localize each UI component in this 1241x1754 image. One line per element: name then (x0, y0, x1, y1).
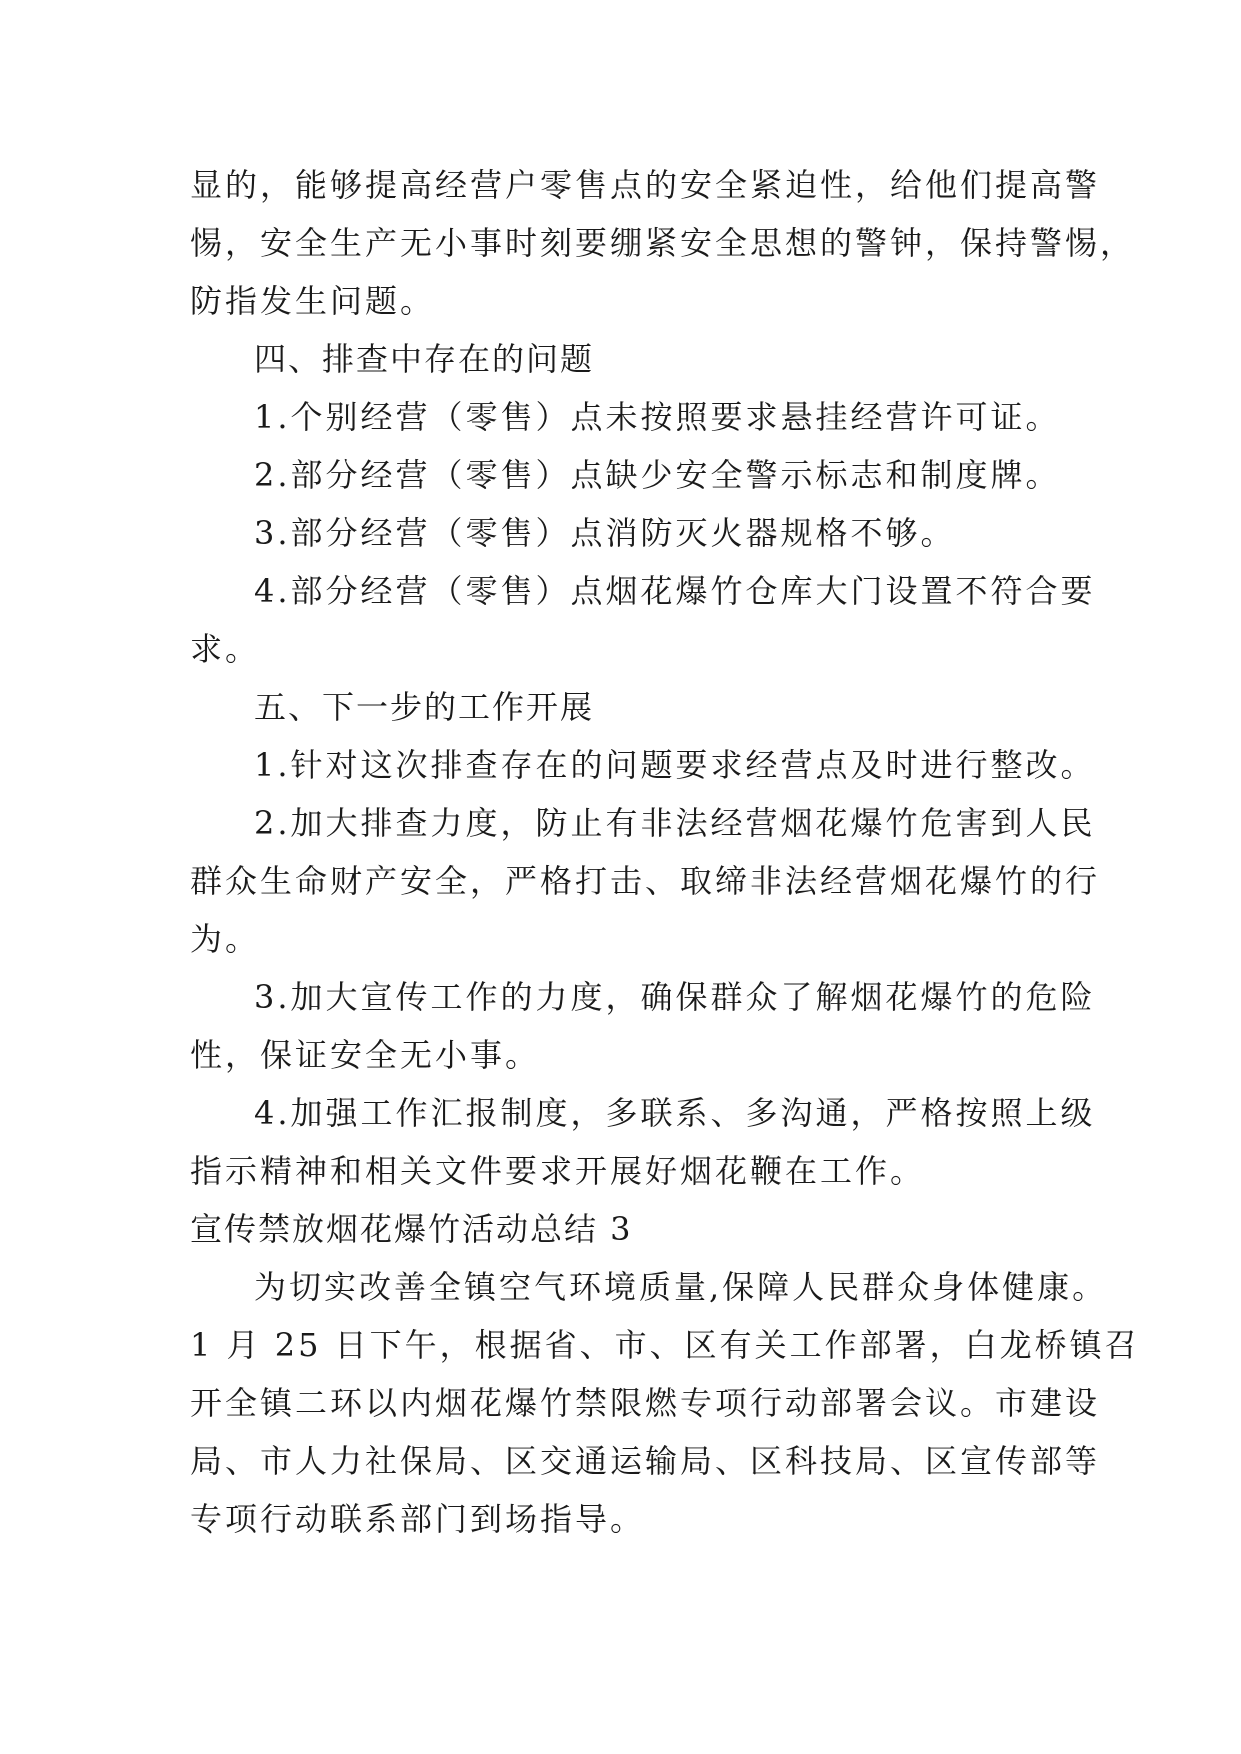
list-item: 4.加强工作汇报制度，多联系、多沟通，严格按照上级 (254, 1094, 1096, 1132)
list-item: 1.个别经营（零售）点未按照要求悬挂经营许可证。 (254, 398, 1061, 436)
list-item: 3.加大宣传工作的力度，确保群众了解烟花爆竹的危险 (254, 978, 1096, 1016)
paragraph-line: 指示精神和相关文件要求开展好烟花鞭在工作。 (190, 1152, 926, 1190)
paragraph-line: 局、市人力社保局、区交通运输局、区科技局、区宣传部等 (190, 1442, 1101, 1480)
list-item: 2.部分经营（零售）点缺少安全警示标志和制度牌。 (254, 456, 1061, 494)
document-body (190, 156, 1140, 1548)
list-item: 4.部分经营（零售）点烟花爆竹仓库大门设置不符合要 (254, 572, 1096, 610)
article-title: 宣传禁放烟花爆竹活动总结 3 (190, 1210, 633, 1248)
list-item: 1.针对这次排查存在的问题要求经营点及时进行整改。 (254, 746, 1096, 784)
paragraph-line: 为。 (190, 920, 261, 958)
paragraph-line: 专项行动联系部门到场指导。 (190, 1500, 646, 1538)
paragraph-line: 为切实改善全镇空气环境质量,保障人民群众身体健康。 (254, 1268, 1108, 1306)
paragraph-line: 1 月 25 日下午，根据省、市、区有关工作部署，白龙桥镇召 (190, 1326, 1140, 1364)
paragraph-line: 惕，安全生产无小事时刻要绷紧安全思想的警钟，保持警惕， (190, 224, 1136, 262)
paragraph-line: 群众生命财产安全，严格打击、取缔非法经营烟花爆竹的行 (190, 862, 1101, 900)
paragraph-line: 防指发生问题。 (190, 282, 436, 320)
paragraph-line: 性，保证安全无小事。 (190, 1036, 541, 1074)
section-heading-next-steps: 五、下一步的工作开展 (254, 688, 595, 726)
paragraph-line: 开全镇二环以内烟花爆竹禁限燃专项行动部署会议。市建设 (190, 1384, 1101, 1422)
section-heading-issues: 四、排查中存在的问题 (254, 340, 595, 378)
list-item: 2.加大排查力度，防止有非法经营烟花爆竹危害到人民 (254, 804, 1096, 842)
list-item: 3.部分经营（零售）点消防灭火器规格不够。 (254, 514, 956, 552)
paragraph-line: 显的，能够提高经营户零售点的安全紧迫性，给他们提高警 (190, 166, 1101, 204)
paragraph-line: 求。 (190, 630, 261, 668)
